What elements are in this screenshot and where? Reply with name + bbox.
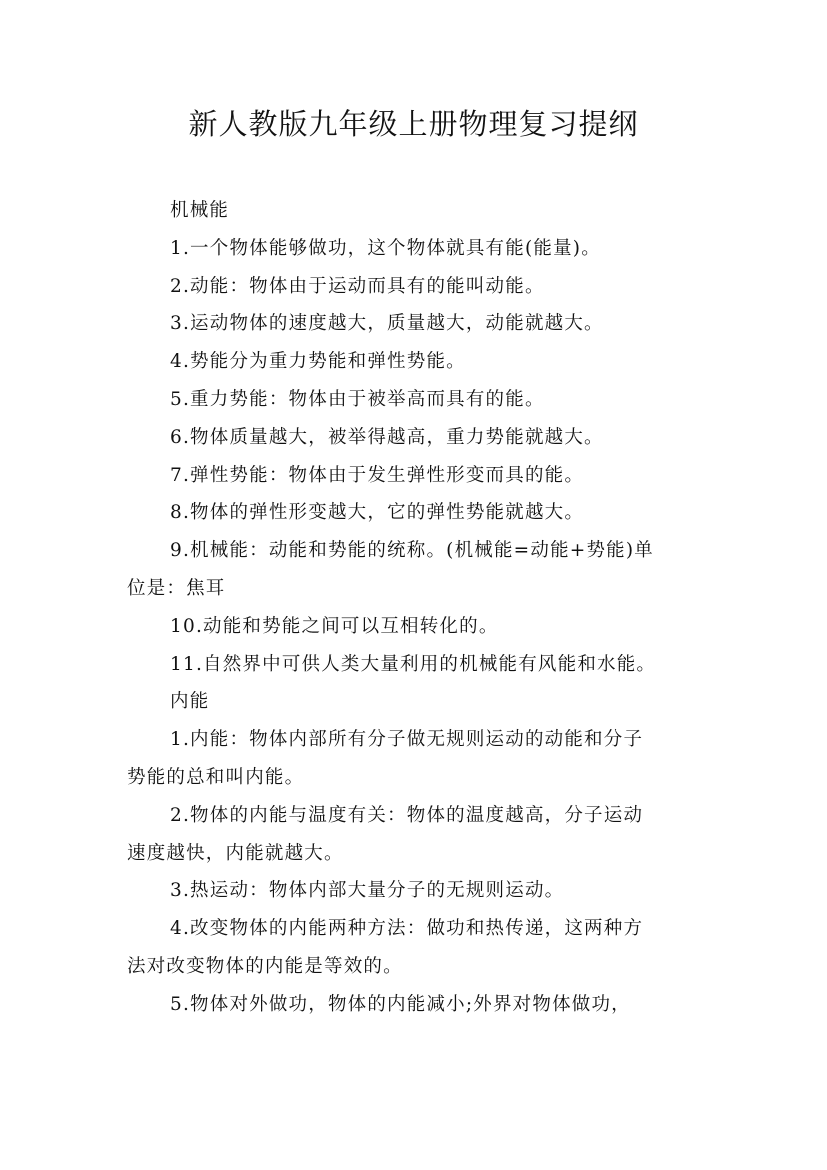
text-line: 2.物体的内能与温度有关：物体的温度越高，分子运动 (170, 804, 644, 826)
text-line: 4.势能分为重力势能和弹性势能。 (170, 351, 466, 373)
text-line: 法对改变物体的内能是等效的。 (127, 955, 403, 977)
text-line: 速度越快，内能就越大。 (127, 842, 344, 864)
text-line: 5.重力势能：物体由于被举高而具有的能。 (170, 388, 545, 410)
text-line: 9.机械能：动能和势能的统称。(机械能=动能+势能)单 (170, 540, 654, 562)
section-heading: 内能 (170, 691, 210, 713)
page-title: 新人教版九年级上册物理复习提纲 (188, 107, 639, 141)
text-line: 4.改变物体的内能两种方法：做功和热传递，这两种方 (170, 918, 644, 940)
text-line: 5.物体对外做功，物体的内能减小;外界对物体做功， (170, 993, 631, 1015)
text-line: 势能的总和叫内能。 (127, 766, 305, 788)
text-line: 3.运动物体的速度越大，质量越大，动能就越大。 (170, 313, 604, 335)
text-line: 6.物体质量越大，被举得越高，重力势能就越大。 (170, 426, 604, 448)
document-body (127, 192, 711, 1024)
text-line: 10.动能和势能之间可以互相转化的。 (170, 615, 499, 637)
text-line: 11.自然界中可供人类大量利用的机械能有风能和水能。 (170, 653, 657, 675)
text-line: 1.内能：物体内部所有分子做无规则运动的动能和分子 (170, 729, 644, 751)
text-line: 1.一个物体能够做功，这个物体就具有能(能量)。 (170, 237, 601, 259)
text-line: 7.弹性势能：物体由于发生弹性形变而具的能。 (170, 464, 585, 486)
text-line: 位是：焦耳 (127, 577, 226, 599)
text-line: 2.动能：物体由于运动而具有的能叫动能。 (170, 275, 545, 297)
text-line: 3.热运动：物体内部大量分子的无规则运动。 (170, 880, 565, 902)
section-heading: 机械能 (170, 200, 230, 221)
text-line: 8.物体的弹性形变越大，它的弹性势能就越大。 (170, 502, 585, 524)
